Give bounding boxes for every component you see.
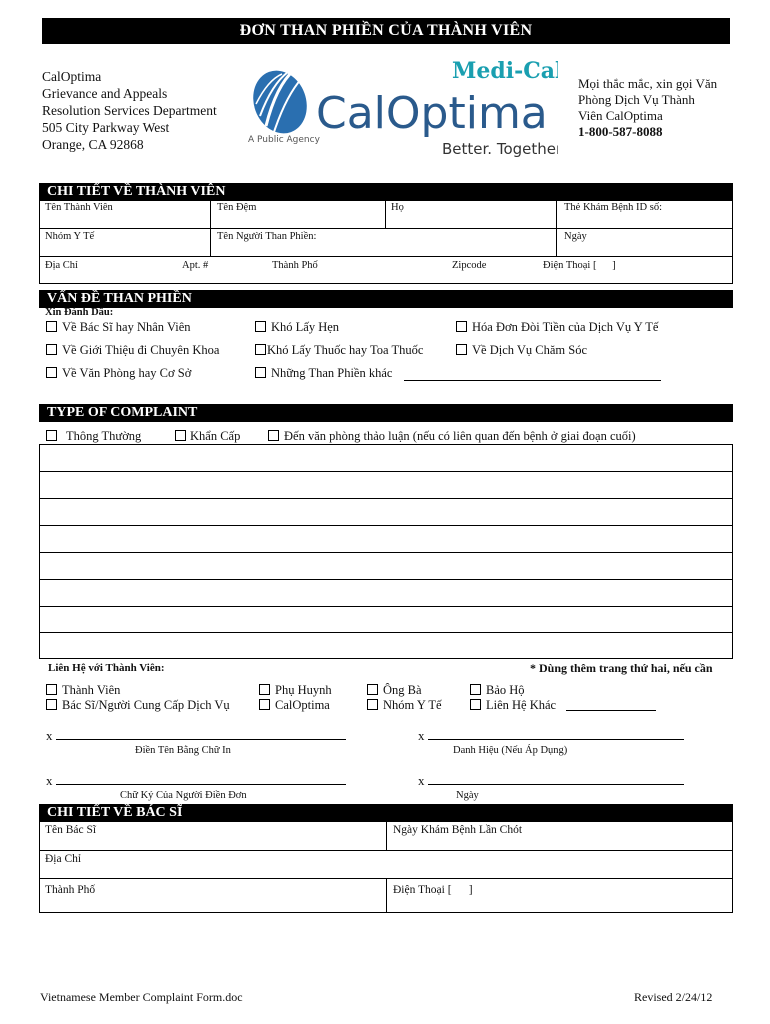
option-label: Bảo Hộ	[486, 683, 525, 697]
caloptima-logo	[246, 56, 558, 160]
divider	[39, 850, 733, 851]
signature-line[interactable]	[56, 784, 346, 785]
issue-option[interactable]	[255, 366, 392, 381]
checkbox[interactable]	[255, 367, 266, 378]
option-label: Thành Viên	[62, 683, 121, 697]
doctor-city-field[interactable]: Thành Phố	[45, 884, 96, 896]
contact-line: Phòng Dịch Vụ Thành	[578, 92, 695, 107]
divider	[39, 256, 733, 257]
option-label: Đến văn phòng thảo luận (nếu có liên quan đến bệnh ở giai đoạn cuối)	[284, 429, 636, 443]
address-line: 505 City Parkway West	[42, 120, 170, 135]
form-title: ĐƠN THAN PHIỀN CỦA THÀNH VIÊN	[42, 18, 730, 44]
issue-header: VẤN ĐỀ THAN PHIỀN	[39, 290, 733, 308]
print-name-line[interactable]	[56, 739, 346, 740]
x-mark: x	[46, 728, 53, 743]
contact-info	[578, 76, 738, 140]
writing-line	[39, 498, 733, 499]
logo-tagline: Better. Together.	[442, 140, 558, 158]
checkbox[interactable]	[46, 684, 57, 695]
contact-option[interactable]	[259, 698, 330, 713]
print-name-label: Điền Tên Bằng Chữ In	[135, 745, 231, 756]
checkbox[interactable]	[46, 344, 57, 355]
divider	[556, 200, 557, 256]
option-label: Thông Thường	[66, 429, 142, 443]
issue-option[interactable]	[456, 320, 658, 335]
writing-line	[39, 552, 733, 553]
doctor-details-header: CHI TIẾT VỀ BÁC SĨ	[39, 804, 733, 822]
last-name-field[interactable]: Họ	[391, 202, 404, 213]
doctor-phone-field[interactable]: Điện Thoại [ ]	[393, 884, 473, 896]
option-label: Những Than Phiền khác	[271, 366, 393, 380]
option-label: Phụ Huynh	[275, 683, 332, 697]
checkbox[interactable]	[470, 684, 481, 695]
divider	[210, 200, 211, 256]
checkbox[interactable]	[255, 321, 266, 332]
option-label: CalOptima	[275, 698, 330, 712]
x-mark: x	[418, 728, 425, 743]
option-label: Khó Lấy Thuốc hay Toa Thuốc	[267, 343, 424, 357]
contact-option[interactable]	[367, 683, 422, 698]
last-visit-field[interactable]: Ngày Khám Bệnh Lần Chót	[393, 824, 523, 836]
option-label: Về Văn Phòng hay Cơ Sở	[62, 366, 192, 380]
logo-program: Medi-Cal	[452, 58, 558, 84]
issue-option[interactable]	[46, 320, 191, 335]
checkbox[interactable]	[46, 321, 57, 332]
other-contact-line[interactable]	[566, 710, 656, 711]
checkbox[interactable]	[470, 699, 481, 710]
checkbox[interactable]	[255, 344, 266, 355]
option-label: Bác Sĩ/Người Cung Cấp Dịch Vụ	[62, 698, 230, 712]
divider	[386, 821, 387, 850]
issue-option[interactable]	[46, 343, 219, 358]
contact-option[interactable]	[46, 683, 120, 698]
address-line: Grievance and Appeals	[42, 86, 168, 101]
option-label: Hóa Đơn Đòi Tiền của Dịch Vụ Y Tế	[472, 320, 659, 334]
issue-option[interactable]	[255, 320, 339, 335]
type-option[interactable]	[268, 429, 636, 444]
health-group-field[interactable]: Nhóm Y Tế	[45, 231, 95, 242]
date-field[interactable]: Ngày	[564, 231, 587, 242]
doctor-address-field[interactable]: Địa Chỉ	[45, 853, 82, 865]
member-details-header: CHI TIẾT VỀ THÀNH VIÊN	[39, 183, 733, 201]
option-label: Về Bác Sĩ hay Nhân Viên	[62, 320, 191, 334]
address-line: CalOptima	[42, 69, 102, 84]
checkbox[interactable]	[367, 684, 378, 695]
address-field[interactable]: Địa Chỉ	[45, 260, 78, 271]
issue-option[interactable]	[456, 343, 587, 358]
logo-name: CalOptima	[316, 88, 548, 139]
checkbox[interactable]	[367, 699, 378, 710]
checkbox[interactable]	[46, 430, 57, 441]
divider	[39, 228, 733, 229]
checkbox[interactable]	[175, 430, 186, 441]
writing-line	[39, 632, 733, 633]
contact-option[interactable]	[470, 683, 525, 698]
signature-label: Chữ Ký Của Người Điền Đơn	[120, 790, 247, 801]
issue-instruction: Xin Đánh Dấu:	[45, 307, 114, 318]
globe-icon	[246, 63, 315, 141]
writing-line	[39, 579, 733, 580]
id-card-field[interactable]: Thẻ Khám Bệnh ID số:	[564, 202, 662, 213]
checkbox[interactable]	[259, 684, 270, 695]
writing-line	[39, 471, 733, 472]
sign-date-label: Ngày	[456, 790, 479, 801]
checkbox[interactable]	[259, 699, 270, 710]
address-line: Resolution Services Department	[42, 103, 217, 118]
extra-page-note: * Dùng thêm trang thứ hai, nếu cần	[530, 661, 713, 675]
city-field[interactable]: Thành Phố	[272, 260, 318, 271]
logo-graphic	[246, 56, 558, 160]
option-label: Về Giới Thiệu đi Chuyên Khoa	[62, 343, 220, 357]
checkbox[interactable]	[46, 367, 57, 378]
type-option[interactable]	[46, 429, 141, 444]
footer-filename: Vietnamese Member Complaint Form.doc	[40, 990, 243, 1004]
option-label: Khó Lấy Hẹn	[271, 320, 340, 334]
option-label: Nhóm Y Tế	[383, 698, 442, 712]
contact-option[interactable]	[259, 683, 332, 698]
mailing-address	[42, 68, 217, 153]
writing-line	[39, 606, 733, 607]
contact-phone: 1-800-587-8088	[578, 124, 663, 139]
type-option[interactable]	[175, 429, 240, 444]
sign-date-line[interactable]	[428, 784, 684, 785]
x-mark: x	[46, 773, 53, 788]
contact-line: Viên CalOptima	[578, 108, 663, 123]
checkbox[interactable]	[456, 344, 467, 355]
contact-member-label: Liên Hệ với Thành Viên:	[48, 662, 165, 674]
middle-name-field[interactable]: Tên Đệm	[217, 202, 257, 213]
title-line[interactable]	[428, 739, 684, 740]
checkbox[interactable]	[46, 699, 57, 710]
logo-agency: A Public Agency	[248, 135, 320, 145]
address-line: Orange, CA 92868	[42, 137, 144, 152]
title-label: Danh Hiệu (Nếu Áp Dụng)	[453, 745, 568, 756]
contact-option[interactable]	[367, 698, 442, 713]
option-label: Liên Hệ Khác	[486, 698, 557, 712]
complainant-name-field[interactable]: Tên Người Than Phiền:	[217, 231, 317, 242]
option-label: Về Dịch Vụ Chăm Sóc	[472, 343, 588, 357]
contact-option[interactable]	[46, 698, 230, 713]
divider	[385, 200, 386, 228]
footer-revision: Revised 2/24/12	[634, 990, 713, 1004]
doctor-name-field[interactable]: Tên Bác Sĩ	[45, 824, 97, 836]
x-mark: x	[418, 773, 425, 788]
divider	[386, 878, 387, 913]
option-label: Khẩn Cấp	[190, 429, 241, 443]
complaint-type-header: TYPE OF COMPLAINT	[39, 404, 733, 422]
contact-line: Mọi thắc mắc, xin gọi Văn	[578, 76, 718, 91]
issue-option[interactable]	[46, 366, 191, 381]
checkbox[interactable]	[268, 430, 279, 441]
member-name-field[interactable]: Tên Thành Viên	[45, 202, 113, 213]
checkbox[interactable]	[456, 321, 467, 332]
other-complaint-line[interactable]	[404, 380, 661, 381]
writing-line	[39, 525, 733, 526]
contact-option[interactable]	[470, 698, 556, 713]
zipcode-field[interactable]: Zipcode	[452, 260, 487, 271]
apt-field[interactable]: Apt. #	[182, 260, 209, 271]
issue-option[interactable]	[255, 343, 423, 358]
phone-field[interactable]: Điện Thoại [ ]	[543, 260, 616, 271]
option-label: Ông Bà	[383, 683, 422, 697]
